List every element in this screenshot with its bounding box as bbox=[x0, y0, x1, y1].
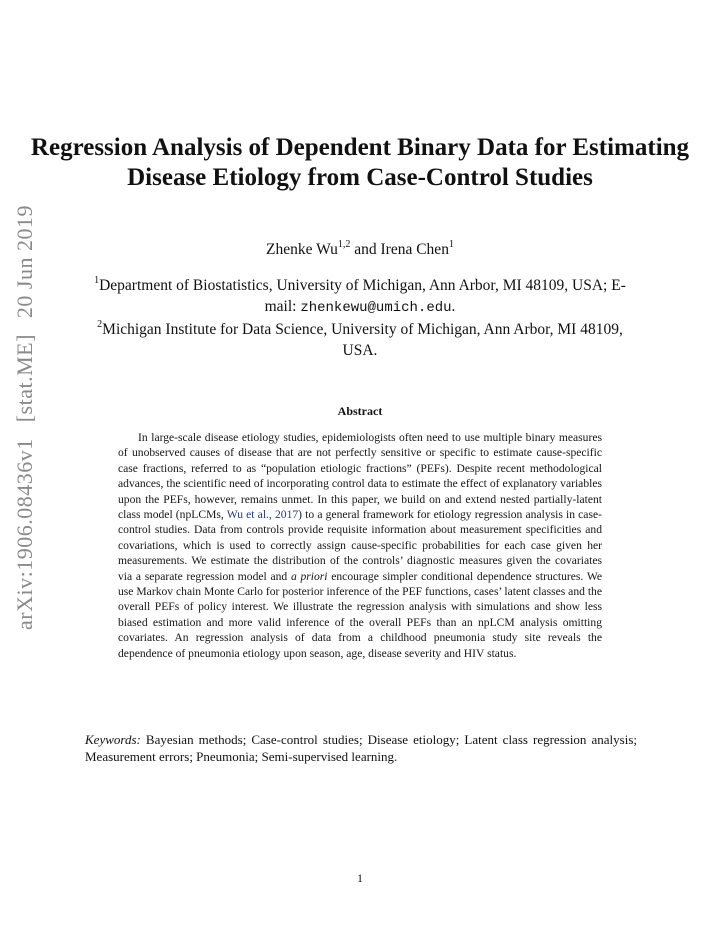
page-number: 1 bbox=[357, 871, 363, 885]
author-affil-marker: 1 bbox=[448, 238, 454, 250]
affiliation-2 bbox=[85, 319, 635, 361]
affil-marker: 2 bbox=[97, 318, 103, 330]
affiliation-1 bbox=[85, 275, 635, 319]
abstract-body bbox=[118, 430, 602, 661]
keywords-label: Keywords: bbox=[85, 732, 141, 747]
citation-link[interactable]: Wu et al., 2017 bbox=[226, 508, 299, 522]
abstract-text: encourage simpler conditional dependence structures. We use Markov chain Monte Carlo for posterior inference of the PEF functions, cases’ latent classes and the overall PEFs of policy interest. We illustrate the regression analysis with simulations and show less biased estimation and more valid inference of the overall PEFs than an npLCM analysis omitting covariates. An regression analysis of data from a childhood pneumonia study site reveals the dependence of pneumonia etiology upon season, age, disease severity and HIV status. bbox=[118, 569, 602, 660]
author-affil-marker: 1,2 bbox=[337, 238, 351, 250]
arxiv-date: 20 Jun 2019 bbox=[12, 205, 37, 319]
abstract-text: ) to a general framework for etiology regression analysis in case-control studies. Data from controls provide requisite information about measurement specificities and covariations, which is used to correctly assign cause-specific probabilities for each case given her measurements. We estimate the distribution of the controls’ diagnostic measures given the covariates via a separate regression model and bbox=[118, 508, 602, 583]
author-email[interactable]: zhenkewu@umich.edu bbox=[300, 300, 452, 316]
author-name: Irena Chen bbox=[380, 241, 449, 258]
author-name: Zhenke Wu bbox=[266, 241, 338, 258]
affiliations bbox=[85, 275, 635, 361]
arxiv-stamp bbox=[8, 205, 42, 630]
keywords bbox=[85, 731, 637, 765]
affil-text: Michigan Institute for Data Science, University of Michigan, Ann Arbor, MI 48109, USA. bbox=[102, 321, 623, 359]
affil-text: Department of Biostatistics, University of Michigan, Ann Arbor, MI 48109, USA; E-mail: bbox=[99, 277, 626, 315]
arxiv-id[interactable]: arXiv:1906.08436v1 bbox=[12, 438, 37, 630]
abstract-heading: Abstract bbox=[337, 404, 383, 418]
arxiv-category: [stat.ME] bbox=[12, 334, 37, 423]
affil-marker: 1 bbox=[94, 274, 100, 286]
author-separator: and bbox=[350, 241, 381, 258]
paper-title: Regression Analysis of Dependent Binary Data for Estimating Disease Etiology from Case-Control Studies bbox=[30, 134, 690, 191]
abstract-italic: a priori bbox=[290, 569, 328, 583]
abstract-text: In large-scale disease etiology studies, epidemiologists often need to use multiple binary measures of unobserved causes of disease that are not perfectly sensitive or specific to estimate cause-specific case fractions, referred to as “population etiologic fractions” (PEFs). Despite recent methodological advances, the scientific need of incorporating control data to estimate the effect of explanatory variables upon the PEFs, however, remains unmet. In this paper, we build on and extend nested partially-latent class model (npLCMs, bbox=[118, 431, 602, 522]
author-list bbox=[0, 240, 720, 260]
affil-suffix: . bbox=[451, 298, 456, 315]
keywords-text: Bayesian methods; Case-control studies; Disease etiology; Latent class regression analysis; Measurement errors; Pneumonia; Semi-supervised learning. bbox=[85, 732, 637, 764]
